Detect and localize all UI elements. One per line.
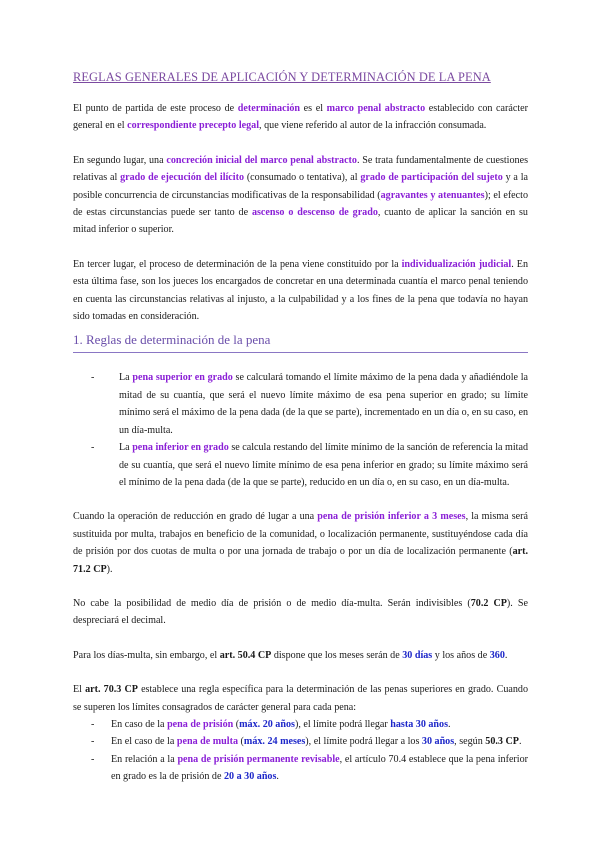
text: ). [106, 563, 113, 575]
paragraph-individualizacion [73, 256, 528, 326]
blue-term: máx. 24 meses [243, 736, 306, 748]
text: En relación a la [111, 753, 178, 765]
dash-marker: - [91, 736, 95, 748]
article-reference: 70.2 CP [470, 597, 507, 609]
text: . [276, 771, 279, 783]
article-reference: art. 71.2 CP [73, 546, 528, 575]
blue-term: hasta 30 años [390, 718, 449, 730]
text: ( [238, 736, 244, 748]
blue-term: 360 [489, 649, 505, 661]
text: En caso de la [111, 718, 168, 730]
text: . [448, 718, 451, 730]
dash-marker: - [91, 442, 95, 454]
highlight-term: pena superior en grado [132, 372, 233, 384]
document-page [73, 70, 528, 786]
document-title: REGLAS GENERALES DE APLICACIÓN Y DETERMINACIÓN DE LA PENA [73, 70, 491, 84]
text: . [504, 649, 508, 661]
text: , que viene referido al autor de la infracción consumada. [259, 120, 487, 132]
section-divider [73, 352, 528, 353]
paragraph-concrecion [73, 152, 528, 239]
text: y los años de [432, 649, 490, 661]
paragraph-indivisibles [73, 595, 528, 630]
text: . Se trata fundamentalmente de cuestiones relativas al [73, 154, 528, 184]
text: En el caso de la [111, 736, 177, 748]
text: ); el efecto de estas circunstancias puede ser tanto de [73, 189, 528, 219]
text: ), el límite podrá llegar [294, 718, 391, 730]
highlight-term: marco penal abstracto [326, 103, 426, 114]
highlight-term: pena de prisión permanente revisable [177, 753, 340, 765]
blue-term: 20 a 30 años [223, 771, 277, 783]
text: se calculará tomando el límite máximo de la pena dada y añadiéndole la mitad de su cuantía, que será el nuevo límite máximo de esa pena superior en grado; su límite mínimo será el máximo de la pena dada (de la que se parte), incrementado en un día o, en su caso, en un día-multa. [119, 372, 528, 436]
text: Cuando la operación de reducción en grado dé lugar a una [73, 511, 318, 523]
highlight-term: pena de prisión inferior a 3 meses [317, 511, 466, 523]
highlight-term: correspondiente precepto legal [127, 120, 260, 132]
list-item [91, 716, 528, 733]
paragraph-dias-multa [73, 647, 528, 664]
text: Para los días-multa, sin embargo, el [73, 649, 220, 661]
highlight-term: grado de participación del sujeto [360, 172, 503, 184]
text: se calcula restando del límite mínimo de la sanción de referencia la mitad de su cuantía, que será el nuevo límite mínimo de esa pena inferior en grado; su límite máximo será el mínimo de la pena dada (de la que se parte), reducido en un día o, en su caso, en un día-multa. [119, 442, 528, 488]
text: ). Se despreciará el decimal. [73, 597, 528, 627]
article-reference: 50.3 CP [485, 736, 519, 748]
article-reference: art. 50.4 CP [219, 649, 272, 661]
text: , la misma será sustituida por multa, trabajos en beneficio de la comunidad, o localización permanente, sustituyéndose cada día de prisión por dos cuotas de multa o por una jornada de trabajo o por un día de localización permanente ( [73, 511, 528, 558]
text: (consumado o tentativa), al [244, 172, 361, 184]
list-item [91, 439, 528, 491]
text: ( [233, 718, 240, 730]
list-item [91, 369, 528, 439]
text: dispone que los meses serán de [271, 649, 403, 661]
highlight-term: pena de prisión [167, 718, 234, 730]
highlight-term: agravantes y atenuantes [380, 189, 485, 201]
highlight-term: determinación [237, 103, 301, 114]
blue-term: máx. 20 años [239, 718, 295, 730]
rules-list [73, 369, 528, 491]
text: . En esta última fase, son los jueces los encargados de concretar en una determinada cuantía el marco penal teniendo en cuenta las circunstancias relativas al injusto, a la culpabilidad y a los fines de la pena que todavía no hayan sido tomadas en consideración. [73, 258, 528, 323]
text: establece una regla específica para la determinación de las penas superiores en grado. Cuando se superen los límites consagrados de carácter general para cada pena: [73, 684, 529, 713]
highlight-term: pena de multa [176, 736, 239, 748]
highlight-term: ascenso o descenso de grado [251, 207, 378, 219]
text: No cabe la posibilidad de medio día de prisión o de medio día-multa. Serán indivisibles ( [73, 597, 471, 609]
text: y a la posible concurrencia de circunstancias modificativas de la responsabilidad ( [73, 172, 529, 201]
text: En segundo lugar, una [73, 154, 167, 166]
dash-marker: - [91, 753, 95, 765]
text: La [119, 442, 133, 454]
text: La [119, 372, 133, 384]
highlight-term: pena inferior en grado [132, 442, 229, 454]
text: ), el límite podrá llegar a los [305, 736, 422, 748]
article-reference: art. 70.3 CP [85, 684, 138, 696]
dash-marker: - [91, 718, 95, 730]
text: establecido con carácter general en el [73, 103, 528, 132]
highlight-term: individualización judicial [401, 258, 512, 270]
highlight-term: concreción inicial del marco penal abstracto [166, 154, 357, 166]
list-item [91, 751, 528, 786]
text: , según [454, 736, 486, 748]
blue-term: 30 días [402, 649, 433, 661]
limits-list [73, 716, 528, 786]
section-title: 1. Reglas de determinación de la pena [73, 332, 271, 348]
list-item [91, 733, 528, 750]
text: El [73, 684, 86, 696]
paragraph-art-70-3 [73, 681, 528, 716]
text: , cuanto de aplicar la sanción en su mitad inferior o superior. [73, 207, 528, 236]
text: El punto de partida de este proceso de [73, 103, 238, 114]
blue-term: 30 años [421, 736, 455, 748]
text: , el artículo 70.4 establece que la pena inferior en grado es la de prisión de [111, 753, 528, 783]
paragraph-marco-penal [73, 100, 528, 135]
highlight-term: grado de ejecución del ilícito [120, 172, 245, 184]
text: . [518, 736, 522, 748]
text: En tercer lugar, el proceso de determinación de la pena viene constituido por la [73, 258, 402, 270]
text: es el [300, 103, 327, 114]
paragraph-reduccion [73, 508, 528, 578]
dash-marker: - [91, 372, 95, 384]
